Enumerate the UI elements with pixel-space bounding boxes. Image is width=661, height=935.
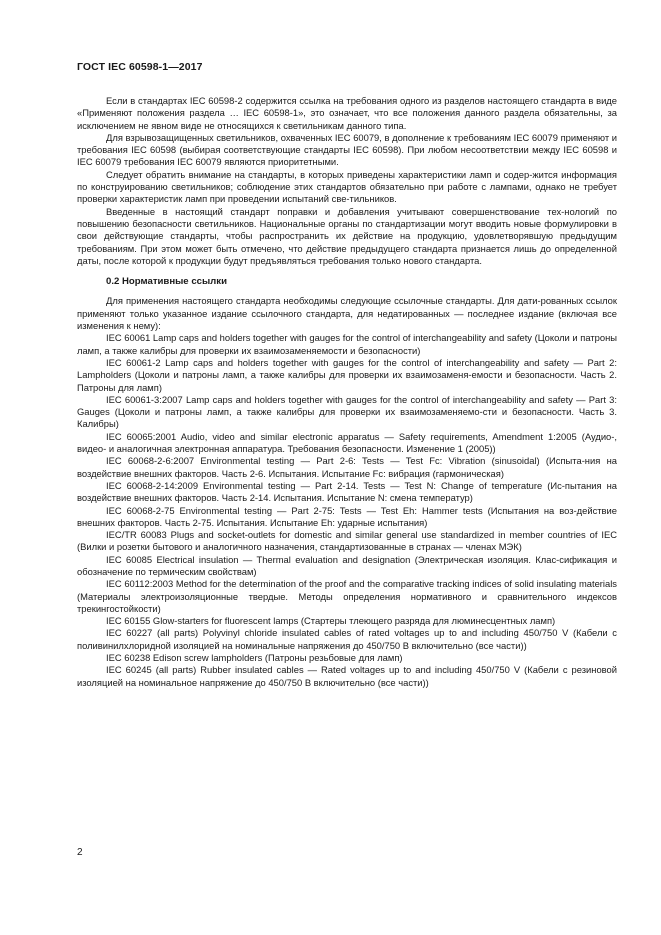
section-paragraph: Для применения настоящего стандарта необходимы следующие ссылочные стандарты. Для дати-рованных ссылок применяют только указанное издание ссылочного стандарта, для недатированных — последнее издание (включая все изменения к нему): xyxy=(77,295,617,332)
document-header: ГОСТ IEC 60598-1—2017 xyxy=(77,61,203,73)
document-body xyxy=(77,95,617,689)
reference-item: IEC 60068-2-14:2009 Environmental testing — Part 2-14. Tests — Test N: Change of temperature (Ис-пытания на воздействие внешних факторов. Часть 2-14. Испытания. Испытание N: смена температур) xyxy=(77,479,617,504)
reference-item: IEC 60085 Electrical insulation — Thermal evaluation and designation (Электрическая изоляция. Клас-сификация и обозначение по термическим свойствам) xyxy=(77,553,617,577)
reference-item: IEC 60112:2003 Method for the determination of the proof and the comparative tracking indices of solid insulating materials (Материалы электроизоляционные твердые. Методы определения нормативного и сравнительного индексов трекингостойкости) xyxy=(77,578,617,614)
reference-item: IEC 60061 Lamp caps and holders together with gauges for the control of interchangeability and safety (Цоколи и патроны ламп, а также калибры для проверки их взаимозаменяемости и безопасности) xyxy=(77,332,617,356)
reference-item: IEC 60238 Edison screw lampholders (Патроны резьбовые для ламп) xyxy=(106,652,403,664)
intro-paragraph: Если в стандартах IEC 60598-2 содержится ссылка на требования одного из разделов настоящего стандарта в виде «Применяют положения раздела … IEC 60598-1», это означает, что все положения данного раздела обязательны, за исключением не явном виде не относящихся к светильникам данного типа. xyxy=(77,95,617,131)
reference-item: IEC 60065:2001 Audio, video and similar electronic apparatus — Safety requirements, Amendment 1:2005 (Аудио-, видео- и аналогичная электронная аппаратура. Требования безопасности. Изменение 1 (2005)) xyxy=(77,430,617,455)
section-title: 0.2 Нормативные ссылки xyxy=(106,276,227,288)
reference-item: IEC 60061-2 Lamp caps and holders together with gauges for the control of interchangeability and safety — Part 2: Lampholders (Цоколи и патроны ламп, а также калибры для проверки их взаимозаменя-емости и безопасности. Часть 2. Патроны для ламп) xyxy=(77,356,617,393)
page-number: 2 xyxy=(77,847,83,858)
intro-paragraph: Введенные в настоящий стандарт поправки и добавления учитывают совершенствование тех-нологий по повышению безопасности светильников. Национальные органы по стандартизации могут вводить новые формулировки в свои действующие стандарты, чтобы распространить их действие на продукцию, удовлетворявшую предыдущим требованиям. При этом может быть отмечено, что действие предыдущего стандарта признается лишь до определенной даты, после которой к продукции будут предъявляться требования только нового стандарта. xyxy=(77,205,617,266)
reference-item: IEC 60061-3:2007 Lamp caps and holders together with gauges for the control of interchangeability and safety — Part 3: Gauges (Цоколи и патроны ламп, а также калибры для проверки их взаимозаменяемо-сти и безопасности. Часть 3. Калибры) xyxy=(77,393,617,430)
reference-item: IEC 60155 Glow-starters for fluorescent lamps (Стартеры тлеющего разряда для люминесцентных ламп) xyxy=(106,615,556,627)
reference-item: IEC 60245 (all parts) Rubber insulated cables — Rated voltages up to and including 450/750 V (Кабели с резиновой изоляцией на номинальное напряжение до 450/750 В включительно (все части)) xyxy=(77,664,617,688)
reference-item: IEC 60068-2-75 Environmental testing — Part 2-75: Tests — Test Eh: Hammer tests (Испытания на воз-действие внешних факторов. Часть 2-75. Испытания. Испытание Eh: ударные испытания) xyxy=(77,504,617,528)
reference-item: IEC/TR 60083 Plugs and socket-outlets for domestic and similar general use standardized in member countries of IEC (Вилки и розетки бытового и аналогичного назначения, стандартизованные в странах — членах МЭК) xyxy=(77,529,617,553)
reference-item: IEC 60068-2-6:2007 Environmental testing — Part 2-6: Tests — Test Fc: Vibration (sinusoidal) (Испыта-ния на воздействие внешних факторов. Часть 2-6. Испытания. Испытание Fc: вибрация (гармоническая) xyxy=(77,455,617,479)
reference-item: IEC 60227 (all parts) Polyvinyl chloride insulated cables of rated voltages up to and including 450/750 V (Кабели с поливинилхлоридной изоляцией на номинальные напряжения до 450/750 В включительно (все части)) xyxy=(77,627,617,651)
intro-paragraph: Для взрывозащищенных светильников, охваченных IEC 60079, в дополнение к требованиям IEC 60079 применяют и требования IEC 60598 (выбирая соответствующие стандарты IEC 60598). При любом несоответствии между IEC 60598 и IEC 60079 требования IEC 60079 являются приоритетными. xyxy=(77,131,617,168)
intro-paragraph: Следует обратить внимание на стандарты, в которых приведены характеристики ламп и содер-жится информация по конструированию светильников; соблюдение этих стандартов обязательно при работе с лампами, однако не требует проверки характеристик ламп при проведении испытаний све-тильников. xyxy=(77,168,617,205)
